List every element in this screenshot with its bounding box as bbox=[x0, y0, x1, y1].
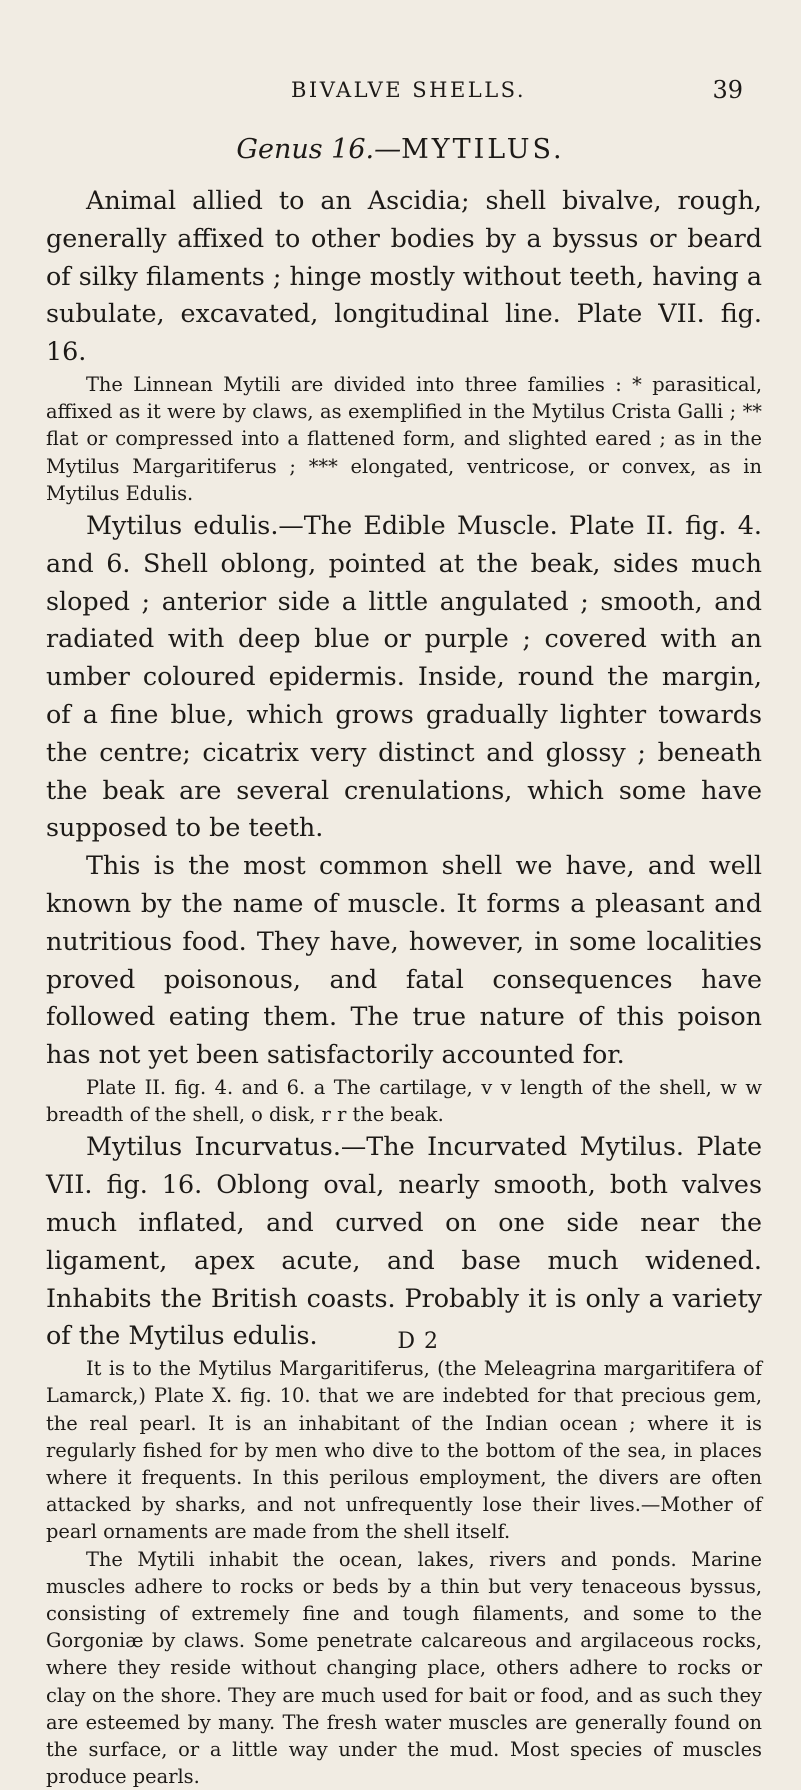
paragraph-common-shell: This is the most common shell we have, and well known by the name of muscle. It forms a pleasant and nutritious food. They have, however, in some localities proved poisonous, and fatal consequences have followed eating them. The true nature of this poison has not yet been satisfactorily accounted for. bbox=[46, 850, 762, 1070]
genus-heading-prefix: Genus 16.— bbox=[236, 134, 402, 165]
body-text bbox=[46, 182, 762, 1790]
page-number: 39 bbox=[712, 76, 743, 104]
paragraph-mytilus-incurvatus: Mytilus Incurvatus.—The Incurvated Mytilus. Plate VII. fig. 16. Oblong oval, nearly smooth, both valves much inflated, and curved on one side near the ligament, apex acute, and base much widened. Inhabits the British coasts. Probably it is only a variety of the Mytilus edulis. bbox=[46, 1131, 762, 1351]
signature-mark: D 2 bbox=[397, 1329, 439, 1354]
paragraph-margaritiferus: It is to the Mytilus Margaritiferus, (the Meleagrina margaritifera of Lamarck,) Plate X. fig. 10. that we are indebted for that precious gem, the real pearl. It is an inhabitant of the Indian ocean ; where it is regularly fished for by men who dive to the bottom of the sea, in places where it frequents. In this perilous employment, the divers are often attacked by sharks, and not unfrequently lose their lives.—Mother of pearl ornaments are made from the shell itself. bbox=[46, 1357, 762, 1544]
genus-heading-name: MYTILUS. bbox=[401, 134, 565, 165]
paragraph-mytilus-edulis: Mytilus edulis.—The Edible Muscle. Plate II. fig. 4. and 6. Shell oblong, pointed at the beak, sides much sloped ; anterior side a little angulated ; smooth, and radiated with deep blue or purple ; covered with an umber coloured epidermis. Inside, round the margin, of a fine blue, which grows gradually lighter towards the centre; cicatrix very distinct and glossy ; beneath the beak are several crenulations, which some have supposed to be teeth. bbox=[46, 510, 762, 843]
running-head: BIVALVE SHELLS. bbox=[291, 78, 526, 102]
paragraph-genus-description: Animal allied to an Ascidia; shell bivalve, rough, generally affixed to other bodies by a byssus or beard of silky filaments ; hinge mostly without teeth, having a subulate, excavated, longitudinal line. Plate VII. fig. 16. bbox=[46, 185, 762, 367]
genus-heading bbox=[0, 134, 801, 165]
page-header bbox=[0, 78, 801, 110]
paragraph-habitat: The Mytili inhabit the ocean, lakes, rivers and ponds. Marine muscles adhere to rocks or beds by a thin but very tenaceous byssus, consisting of extremely fine and tough filaments, and some to the Gorgoniæ by claws. Some penetrate calcareous and argilaceous rocks, where they reside without changing place, others adhere to rocks or clay on the shore. They are much used for bait or food, and as such they are esteemed by many. The fresh water muscles are generally found on the surface, or a little way under the mud. Most species of muscles produce pearls. bbox=[46, 1547, 762, 1789]
paragraph-linnean-families: The Linnean Mytili are divided into three families : * parasitical, affixed as it were by claws, as exemplified in the Mytilus Crista Galli ; ** flat or compressed into a flattened form, and slighted eared ; as in the Mytilus Margaritiferus ; *** elongated, ventricose, or convex, as in Mytilus Edulis. bbox=[46, 372, 762, 505]
paragraph-plate-key: Plate II. fig. 4. and 6. a The cartilage, v v length of the shell, w w breadth of the shell, o disk, r r the beak. bbox=[46, 1075, 762, 1127]
